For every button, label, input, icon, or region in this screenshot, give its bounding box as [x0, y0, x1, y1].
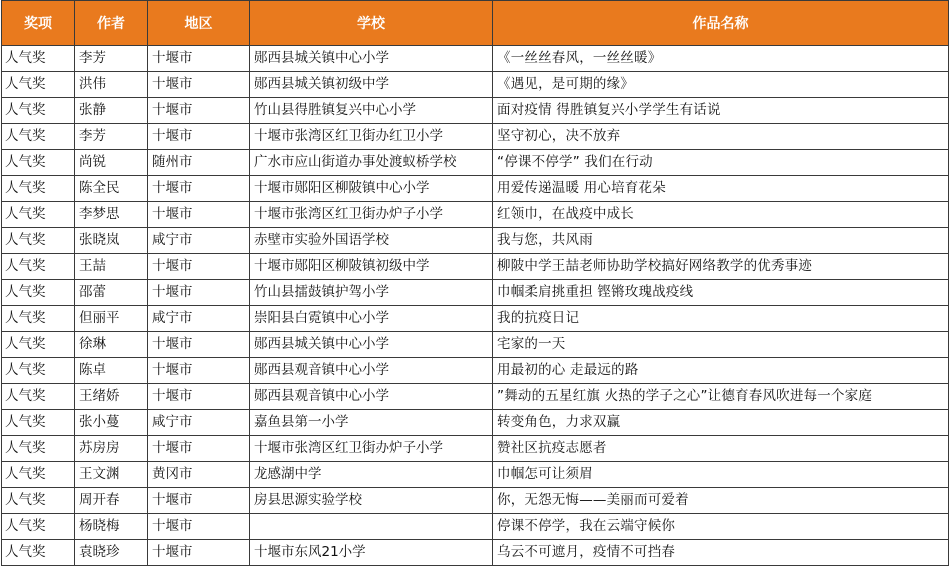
cell-author: 但丽平 — [75, 306, 148, 332]
table-body — [2, 46, 949, 566]
cell-author: 苏房房 — [75, 436, 148, 462]
cell-region: 黄冈市 — [148, 462, 250, 488]
table-row — [2, 124, 949, 150]
cell-work: 《一丝丝春风，一丝丝暖》 — [493, 46, 949, 72]
cell-author: 陈卓 — [75, 358, 148, 384]
cell-school: 郧西县城关镇初级中学 — [250, 72, 493, 98]
cell-work: 巾帼怎可让须眉 — [493, 462, 949, 488]
table-row — [2, 176, 949, 202]
cell-award: 人气奖 — [2, 254, 75, 280]
cell-work: 坚守初心，决不放弃 — [493, 124, 949, 150]
cell-school: 十堰市张湾区红卫街办红卫小学 — [250, 124, 493, 150]
cell-region: 随州市 — [148, 150, 250, 176]
cell-region: 十堰市 — [148, 358, 250, 384]
cell-author: 袁晓珍 — [75, 540, 148, 566]
cell-award: 人气奖 — [2, 358, 75, 384]
cell-award: 人气奖 — [2, 488, 75, 514]
cell-work: “停课不停学” 我们在行动 — [493, 150, 949, 176]
cell-work: 赞社区抗疫志愿者 — [493, 436, 949, 462]
table-row — [2, 332, 949, 358]
cell-award: 人气奖 — [2, 46, 75, 72]
header-award: 奖项 — [2, 1, 75, 46]
table-row — [2, 254, 949, 280]
cell-school: 竹山县得胜镇复兴中心小学 — [250, 98, 493, 124]
cell-author: 李梦思 — [75, 202, 148, 228]
header-author: 作者 — [75, 1, 148, 46]
cell-region: 十堰市 — [148, 202, 250, 228]
cell-award: 人气奖 — [2, 410, 75, 436]
cell-work: 乌云不可遮月，疫情不可挡春 — [493, 540, 949, 566]
cell-region: 十堰市 — [148, 124, 250, 150]
cell-work: 转变角色，力求双赢 — [493, 410, 949, 436]
cell-award: 人气奖 — [2, 514, 75, 540]
table-header — [2, 1, 949, 46]
cell-school: 十堰市东风21小学 — [250, 540, 493, 566]
cell-region: 十堰市 — [148, 72, 250, 98]
table-row — [2, 514, 949, 540]
cell-school: 龙感湖中学 — [250, 462, 493, 488]
cell-award: 人气奖 — [2, 540, 75, 566]
cell-region: 十堰市 — [148, 488, 250, 514]
cell-region: 十堰市 — [148, 436, 250, 462]
cell-work: ”舞动的五星红旗 火热的学子之心”让德育春风吹进每一个家庭 — [493, 384, 949, 410]
table-row — [2, 280, 949, 306]
cell-work: 我与您，共风雨 — [493, 228, 949, 254]
cell-award: 人气奖 — [2, 462, 75, 488]
table-row — [2, 436, 949, 462]
header-work: 作品名称 — [493, 1, 949, 46]
cell-region: 十堰市 — [148, 332, 250, 358]
cell-work: 用爱传递温暖 用心培育花朵 — [493, 176, 949, 202]
cell-region: 十堰市 — [148, 46, 250, 72]
cell-region: 咸宁市 — [148, 410, 250, 436]
cell-school: 赤壁市实验外国语学校 — [250, 228, 493, 254]
table-row — [2, 46, 949, 72]
cell-school: 十堰市郧阳区柳陂镇中心小学 — [250, 176, 493, 202]
cell-author: 张静 — [75, 98, 148, 124]
cell-author: 徐琳 — [75, 332, 148, 358]
header-school: 学校 — [250, 1, 493, 46]
cell-work: 停课不停学，我在云端守候你 — [493, 514, 949, 540]
cell-school: 郧西县城关镇中心小学 — [250, 46, 493, 72]
cell-award: 人气奖 — [2, 384, 75, 410]
table-row — [2, 462, 949, 488]
cell-work: 宅家的一天 — [493, 332, 949, 358]
cell-author: 王喆 — [75, 254, 148, 280]
table-row — [2, 202, 949, 228]
cell-region: 十堰市 — [148, 254, 250, 280]
cell-award: 人气奖 — [2, 280, 75, 306]
table-row — [2, 358, 949, 384]
cell-school — [250, 514, 493, 540]
cell-author: 张晓岚 — [75, 228, 148, 254]
cell-author: 张小蔓 — [75, 410, 148, 436]
cell-work: 用最初的心 走最远的路 — [493, 358, 949, 384]
cell-award: 人气奖 — [2, 332, 75, 358]
cell-school: 郧西县观音镇中心小学 — [250, 358, 493, 384]
cell-award: 人气奖 — [2, 150, 75, 176]
cell-award: 人气奖 — [2, 98, 75, 124]
cell-author: 李芳 — [75, 124, 148, 150]
cell-author: 杨晓梅 — [75, 514, 148, 540]
table-row — [2, 488, 949, 514]
cell-school: 郧西县城关镇中心小学 — [250, 332, 493, 358]
cell-author: 尚锐 — [75, 150, 148, 176]
cell-award: 人气奖 — [2, 124, 75, 150]
cell-work: 红领巾，在战疫中成长 — [493, 202, 949, 228]
table-row — [2, 410, 949, 436]
table-row — [2, 306, 949, 332]
cell-award: 人气奖 — [2, 72, 75, 98]
cell-work: 巾帼柔肩挑重担 铿锵玫瑰战疫线 — [493, 280, 949, 306]
cell-school: 十堰市张湾区红卫街办炉子小学 — [250, 436, 493, 462]
cell-author: 邵蕾 — [75, 280, 148, 306]
cell-award: 人气奖 — [2, 436, 75, 462]
cell-author: 王绪娇 — [75, 384, 148, 410]
table-row — [2, 98, 949, 124]
cell-region: 咸宁市 — [148, 306, 250, 332]
cell-school: 竹山县擂鼓镇护驾小学 — [250, 280, 493, 306]
header-region: 地区 — [148, 1, 250, 46]
cell-work: 我的抗疫日记 — [493, 306, 949, 332]
table-row — [2, 228, 949, 254]
cell-work: 面对疫情 得胜镇复兴小学学生有话说 — [493, 98, 949, 124]
table-row — [2, 540, 949, 566]
cell-school: 崇阳县白霓镇中心小学 — [250, 306, 493, 332]
cell-school: 十堰市张湾区红卫街办炉子小学 — [250, 202, 493, 228]
cell-school: 房县思源实验学校 — [250, 488, 493, 514]
cell-author: 陈全民 — [75, 176, 148, 202]
awards-table — [1, 0, 949, 566]
cell-author: 周开春 — [75, 488, 148, 514]
table-row — [2, 384, 949, 410]
cell-award: 人气奖 — [2, 176, 75, 202]
cell-region: 十堰市 — [148, 384, 250, 410]
cell-region: 咸宁市 — [148, 228, 250, 254]
cell-school: 嘉鱼县第一小学 — [250, 410, 493, 436]
cell-region: 十堰市 — [148, 540, 250, 566]
cell-work: 柳陂中学王喆老师协助学校搞好网络教学的优秀事迹 — [493, 254, 949, 280]
cell-award: 人气奖 — [2, 202, 75, 228]
cell-work: 你，无怨无悔——美丽而可爱着 — [493, 488, 949, 514]
table-row — [2, 72, 949, 98]
table-row — [2, 150, 949, 176]
cell-author: 王文渊 — [75, 462, 148, 488]
cell-region: 十堰市 — [148, 98, 250, 124]
cell-author: 洪伟 — [75, 72, 148, 98]
cell-award: 人气奖 — [2, 228, 75, 254]
cell-region: 十堰市 — [148, 280, 250, 306]
cell-school: 郧西县观音镇中心小学 — [250, 384, 493, 410]
cell-region: 十堰市 — [148, 514, 250, 540]
cell-author: 李芳 — [75, 46, 148, 72]
cell-award: 人气奖 — [2, 306, 75, 332]
cell-school: 十堰市郧阳区柳陂镇初级中学 — [250, 254, 493, 280]
cell-school: 广水市应山街道办事处渡蚁桥学校 — [250, 150, 493, 176]
cell-work: 《遇见，是可期的缘》 — [493, 72, 949, 98]
header-row — [2, 1, 949, 46]
cell-region: 十堰市 — [148, 176, 250, 202]
